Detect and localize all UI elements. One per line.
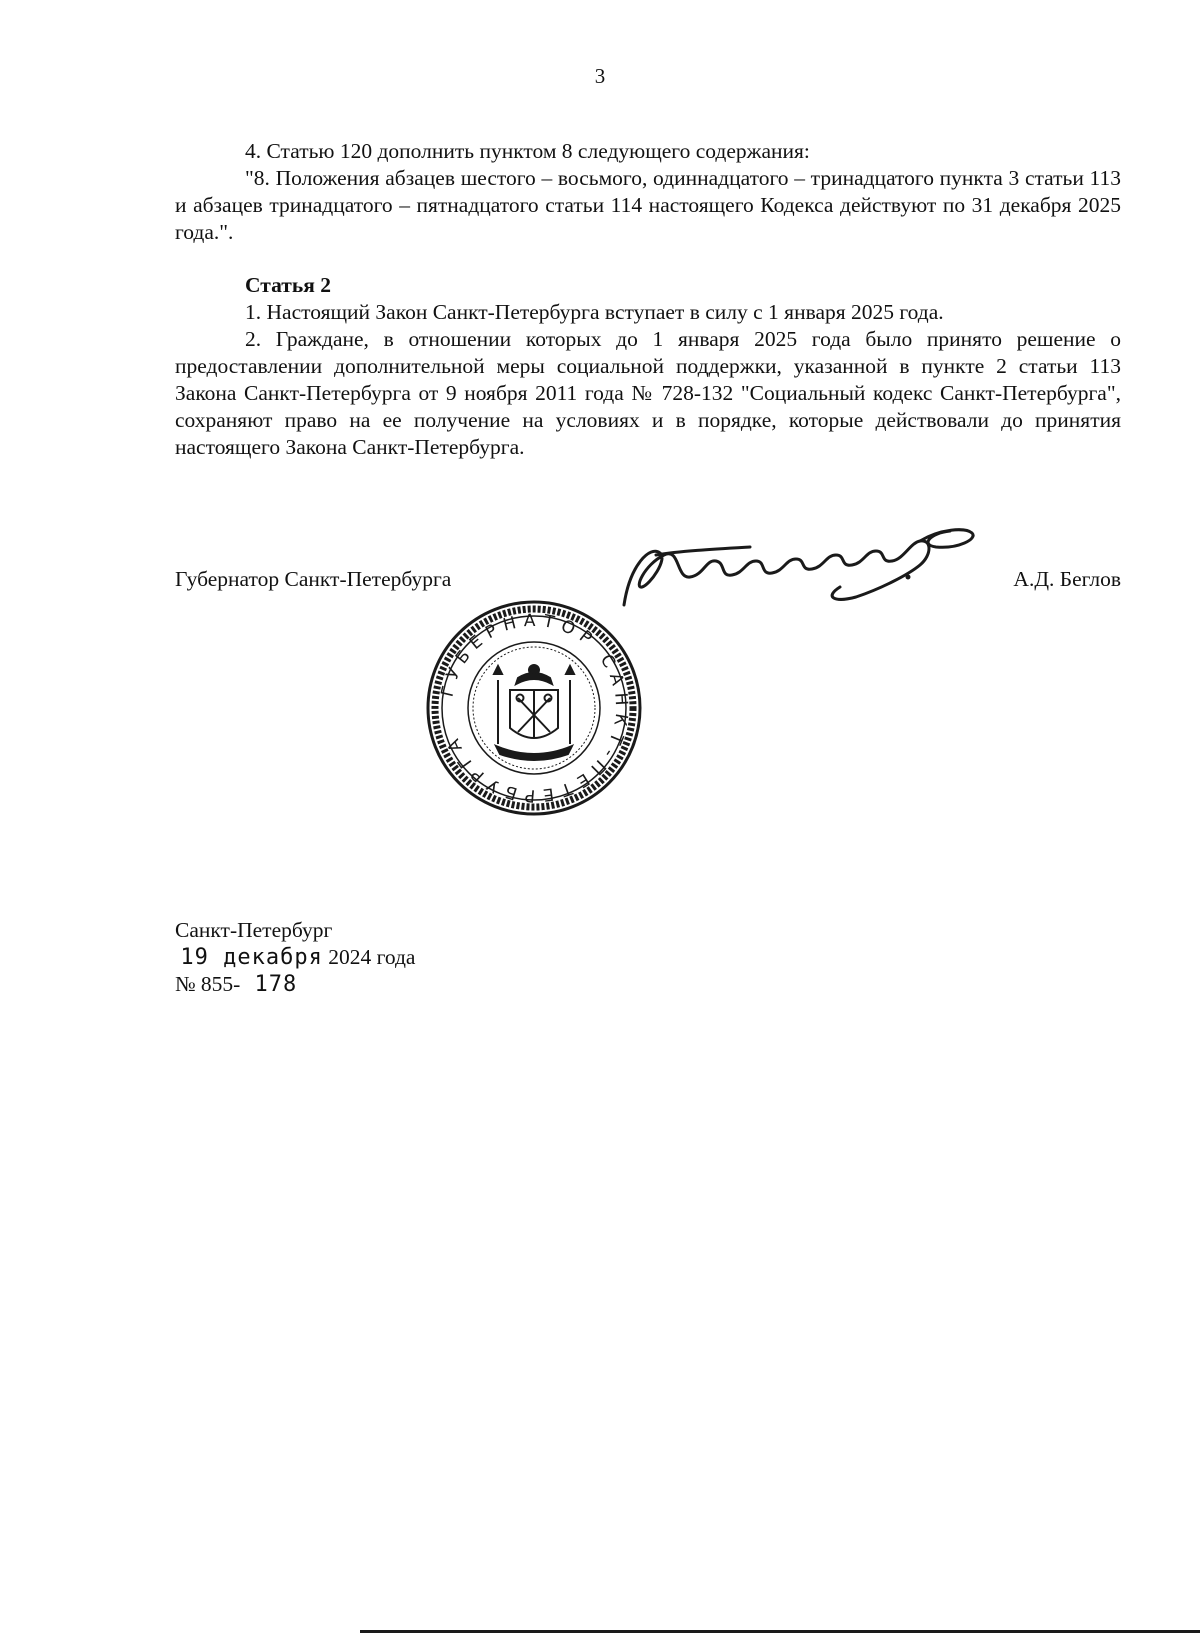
article-1-tail [175,138,1121,246]
page-number: 3 [594,64,606,88]
coat-of-arms-icon [494,665,574,760]
handwritten-signature [620,525,980,615]
governor-name: А.Д. Беглов [1013,567,1121,591]
footer [175,917,415,998]
official-seal [424,598,644,818]
footer-date-handwritten: 19 декабря [180,945,323,970]
article-2-heading: Статья 2 [245,273,331,297]
footer-number [175,971,415,998]
footer-date-year: 2024 года [322,945,416,969]
item-4-text: "8. Положения абзацев шестого – восьмого, одиннадцатого – тринадцатого пункта 3 статьи 113 и абзацев тринадцатого – пятнадцатого статьи 114 настоящего Кодекса действуют по 31 декабря 2025 года.". [175,166,1121,244]
seal-outer-text: ГУБЕРНАТОР САНКТ-ПЕТЕРБУРГА [437,610,632,806]
footer-city: Санкт-Петербург [175,918,333,942]
footer-number-prefix: № 855- [175,972,241,996]
bottom-scan-edge [360,1630,1200,1633]
article-2 [175,272,1121,461]
article-2-item-2: 2. Граждане, в отношении которых до 1 января 2025 года было принято решение о предоставлении дополнительной меры социальной поддержки, указанной в пункте 2 статьи 113 Закона Санкт-Петербурга от 9 ноября 2011 года № 728-132 "Социальный кодекс Санкт-Петербурга", сохраняют право на ее получение на условиях и в порядке, которые действовали до принятия настоящего Закона Санкт-Петербурга. [175,327,1121,459]
footer-number-value: 178 [240,972,298,997]
item-4-intro: 4. Статью 120 дополнить пунктом 8 следующего содержания: [245,139,810,163]
article-2-item-1: 1. Настоящий Закон Санкт-Петербурга вступает в силу с 1 января 2025 года. [245,300,944,324]
governor-title: Губернатор Санкт-Петербурга [175,567,452,591]
footer-date [175,944,415,971]
